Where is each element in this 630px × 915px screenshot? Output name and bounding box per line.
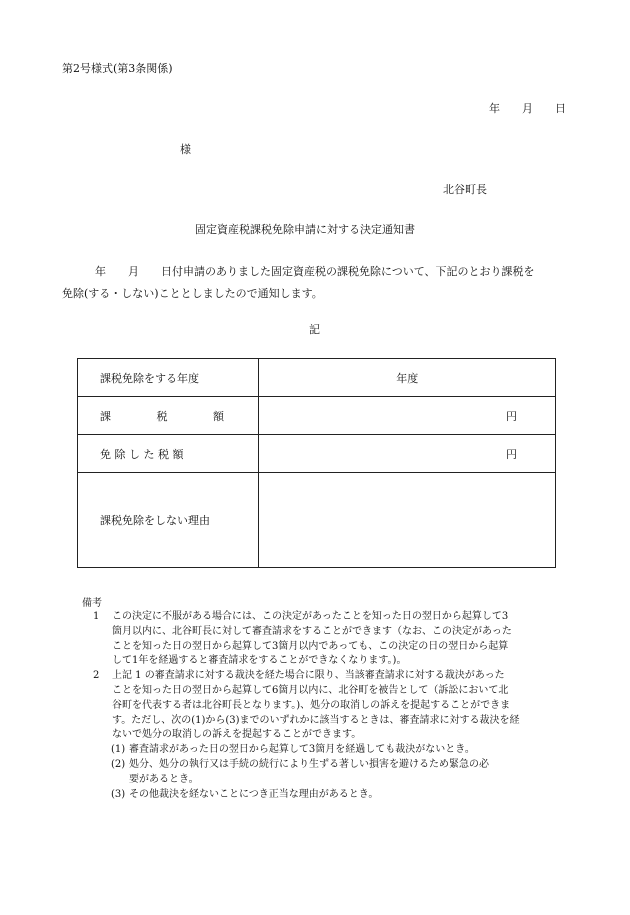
date-day-label: 日 xyxy=(555,102,566,115)
note-line: して1年を経過すると審査請求をすることができなくなります。)。 xyxy=(112,655,407,667)
table-row xyxy=(78,359,556,397)
row-value-reason xyxy=(259,473,556,568)
document-title: 固定資産税課税免除申請に対する決定通知書 xyxy=(195,223,415,236)
subitem-number: (2) xyxy=(111,758,126,770)
date-month-label: 月 xyxy=(522,102,533,115)
notes-heading: 備考 xyxy=(82,598,102,609)
note-subitem-2 xyxy=(111,758,573,788)
row-label-reason: 課税免除をしない理由 xyxy=(78,473,259,568)
sender-name: 北谷町長 xyxy=(443,183,487,196)
note-line: ことを知った日の翌日から起算して3箇月以内であっても、この決定の日の翌日から起算 xyxy=(112,640,509,652)
subitem-number: (3) xyxy=(111,788,126,800)
date-year-label: 年 xyxy=(489,102,500,115)
note-subitem-3 xyxy=(111,788,573,803)
tax-amount-label: 課 税 額 xyxy=(100,409,224,423)
form-number: 第2号様式(第3条関係) xyxy=(62,62,173,75)
row-label-tax-amount xyxy=(78,397,259,435)
note-subitem-1 xyxy=(111,743,573,758)
note-line: す。ただし、次の(1)から(3)までのいずれかに該当するときは、審査請求に対する裁決を経 xyxy=(112,714,520,726)
note-number: 1 xyxy=(93,611,100,622)
body-line-2: 免除(する・しない)こととしましたので通知します。 xyxy=(62,287,323,300)
subitem-line: 要があるとき。 xyxy=(129,773,199,785)
body-paragraph xyxy=(62,261,572,305)
row-value-fiscal-year: 年度 xyxy=(259,359,556,397)
note-text xyxy=(112,669,573,743)
subitem-line: 処分、処分の執行又は手続の続行により生ずる著しい損害を避けるため緊急の必 xyxy=(129,758,489,770)
ki-heading: 記 xyxy=(309,323,320,336)
note-line: ことを知った日の翌日から起算して6箇月以内に、北谷町を被告として（訴訟において北 xyxy=(112,684,509,696)
subitem-line: その他裁決を経ないことにつき正当な理由があるとき。 xyxy=(129,788,379,800)
note-line: この決定に不服がある場合には、この決定があったことを知った日の翌日から起算して3 xyxy=(112,611,509,622)
note-line: 谷町を代表する者は北谷町長となります。)、処分の取消しの訴えを提起することができま xyxy=(112,699,511,711)
row-value-exempted-amount: 円 xyxy=(259,435,556,473)
body-line-1: 年 月 日付申請のありました固定資産税の課税免除について、下記のとおり課税を xyxy=(95,265,535,278)
subitem-text xyxy=(129,758,573,788)
subitem-text xyxy=(129,743,573,758)
subitem-line: 審査請求があった日の翌日から起算して3箇月を経過しても裁決がないとき。 xyxy=(129,744,475,756)
addressee-suffix: 様 xyxy=(180,143,191,156)
subitem-text xyxy=(129,788,573,803)
row-value-tax-amount: 円 xyxy=(259,397,556,435)
table-row xyxy=(78,435,556,473)
row-label-exempted-amount: 免 除 し た 税 額 xyxy=(78,435,259,473)
note-line: 箇月以内に、北谷町長に対して審査請求をすることができます（なお、この決定があった xyxy=(112,625,512,637)
row-label-fiscal-year: 課税免除をする年度 xyxy=(78,359,259,397)
subitem-number: (1) xyxy=(111,744,126,756)
note-line: ないで処分の取消しの訴えを提起することができます。 xyxy=(112,729,362,741)
note-line: 上記 1 の審査請求に対する裁決を経た場合に限り、当該審査請求に対する裁決があった xyxy=(112,670,505,682)
note-text xyxy=(112,610,573,669)
note-item-2 xyxy=(93,669,573,743)
table-row xyxy=(78,397,556,435)
table-row xyxy=(78,473,556,568)
note-item-1 xyxy=(93,610,573,669)
detail-table xyxy=(77,358,556,568)
note-number: 2 xyxy=(93,670,100,682)
notes-list xyxy=(93,610,573,802)
date-line xyxy=(489,100,566,116)
